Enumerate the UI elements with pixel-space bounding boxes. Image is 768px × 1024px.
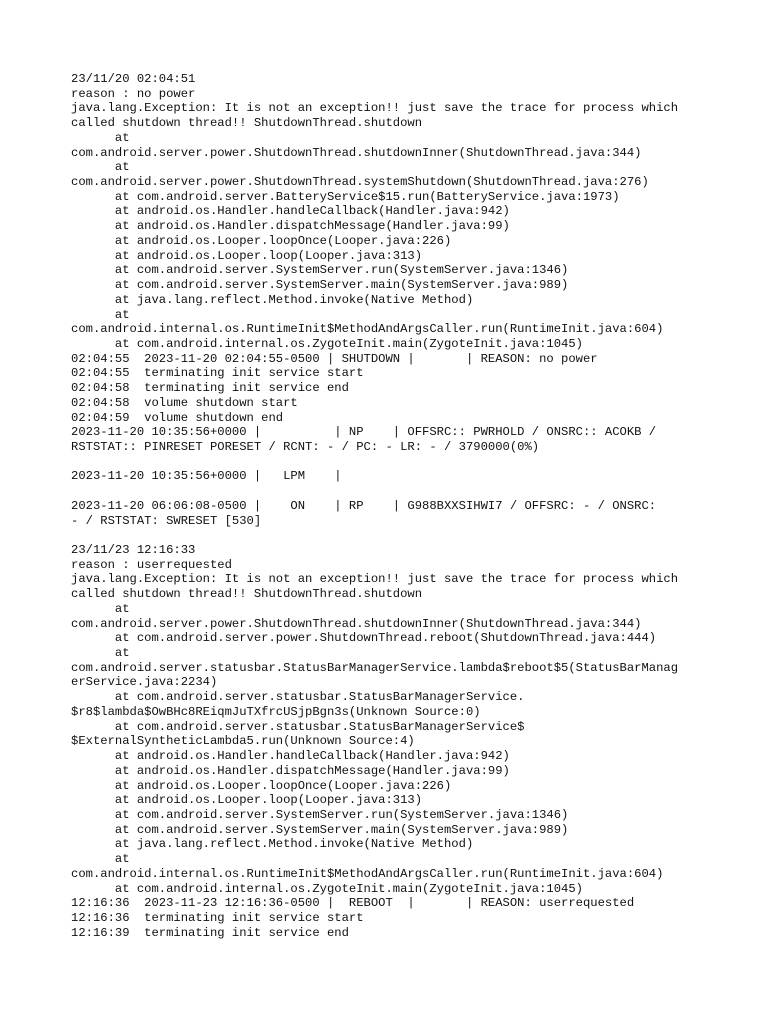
- log-line: at java.lang.reflect.Method.invoke(Native Method): [71, 837, 474, 852]
- log-line: [71, 484, 711, 499]
- log-line: at android.os.Handler.handleCallback(Handler.java:942): [71, 204, 510, 219]
- log-line: com.android.internal.os.RuntimeInit$MethodAndArgsCaller.run(RuntimeInit.java:604): [71, 322, 664, 337]
- log-line: [71, 528, 711, 543]
- log-line: [71, 455, 711, 470]
- log-line: at android.os.Handler.handleCallback(Handler.java:942): [71, 749, 510, 764]
- log-line: 2023-11-20 10:35:56+0000 | | NP | OFFSRC:: PWRHOLD / ONSRC:: ACOKB /: [71, 425, 657, 440]
- shutdown-log-text: [71, 72, 711, 940]
- log-line: at android.os.Looper.loop(Looper.java:313): [71, 248, 423, 263]
- log-line: reason : no power: [71, 86, 196, 101]
- log-line: $r8$lambda$OwBHc8REiqmJuTXfrcUSjpBgn3s(Unknown Source:0): [71, 704, 481, 719]
- log-line: com.android.internal.os.RuntimeInit$MethodAndArgsCaller.run(RuntimeInit.java:604): [71, 866, 664, 881]
- log-line: called shutdown thread!! ShutdownThread.shutdown: [71, 116, 423, 131]
- log-line: at: [71, 601, 130, 616]
- log-line: at com.android.server.SystemServer.main(SystemServer.java:989): [71, 278, 569, 293]
- log-line: com.android.server.power.ShutdownThread.shutdownInner(ShutdownThread.java:344): [71, 145, 642, 160]
- log-line: 2023-11-20 06:06:08-0500 | ON | RP | G988BXXSIHWI7 / OFFSRC: - / ONSRC:: [71, 498, 657, 513]
- log-line: 02:04:59 volume shutdown end: [71, 410, 284, 425]
- log-line: 02:04:55 2023-11-20 02:04:55-0500 | SHUTDOWN | | REASON: no power: [71, 351, 598, 366]
- log-line: called shutdown thread!! ShutdownThread.shutdown: [71, 587, 423, 602]
- log-line: at android.os.Looper.loop(Looper.java:313): [71, 793, 423, 808]
- log-line: 02:04:55 terminating init service start: [71, 366, 364, 381]
- log-line: 02:04:58 terminating init service end: [71, 381, 349, 396]
- log-line: 12:16:39 terminating init service end: [71, 925, 349, 940]
- log-line: at: [71, 160, 130, 175]
- log-line: 12:16:36 terminating init service start: [71, 910, 364, 925]
- log-line: at java.lang.reflect.Method.invoke(Native Method): [71, 292, 474, 307]
- log-line: com.android.server.statusbar.StatusBarManagerService.lambda$reboot$5(StatusBarManag: [71, 660, 679, 675]
- log-line: 23/11/20 02:04:51: [71, 72, 196, 86]
- log-line: at com.android.internal.os.ZygoteInit.main(ZygoteInit.java:1045): [71, 336, 583, 351]
- log-line: RSTSTAT:: PINRESET PORESET / RCNT: - / PC: - LR: - / 3790000(0%): [71, 439, 540, 454]
- log-line: at com.android.server.power.ShutdownThread.reboot(ShutdownThread.java:444): [71, 631, 657, 646]
- log-line: at com.android.server.SystemServer.run(SystemServer.java:1346): [71, 807, 569, 822]
- log-line: at com.android.server.BatteryService$15.run(BatteryService.java:1973): [71, 189, 620, 204]
- log-line: $ExternalSyntheticLambda5.run(Unknown Source:4): [71, 734, 415, 749]
- log-line: at com.android.server.SystemServer.run(SystemServer.java:1346): [71, 263, 569, 278]
- log-line: - / RSTSTAT: SWRESET [530]: [71, 513, 262, 528]
- log-line: at com.android.server.statusbar.StatusBarManagerService$: [71, 719, 525, 734]
- log-line: 02:04:58 volume shutdown start: [71, 395, 298, 410]
- log-line: java.lang.Exception: It is not an exception!! just save the trace for process which: [71, 101, 679, 116]
- log-line: at com.android.server.SystemServer.main(SystemServer.java:989): [71, 822, 569, 837]
- log-line: at: [71, 130, 130, 145]
- log-line: java.lang.Exception: It is not an exception!! just save the trace for process which: [71, 572, 679, 587]
- log-line: at: [71, 646, 130, 661]
- log-line: at com.android.server.statusbar.StatusBarManagerService.: [71, 690, 525, 705]
- log-line: at android.os.Looper.loopOnce(Looper.java:226): [71, 233, 452, 248]
- log-line: at: [71, 852, 130, 867]
- log-line: at android.os.Handler.dispatchMessage(Handler.java:99): [71, 763, 510, 778]
- log-line: at com.android.internal.os.ZygoteInit.main(ZygoteInit.java:1045): [71, 881, 583, 896]
- log-line: com.android.server.power.ShutdownThread.shutdownInner(ShutdownThread.java:344): [71, 616, 642, 631]
- log-line: reason : userrequested: [71, 557, 232, 572]
- log-line: com.android.server.power.ShutdownThread.systemShutdown(ShutdownThread.java:276): [71, 175, 649, 190]
- log-line: at android.os.Handler.dispatchMessage(Handler.java:99): [71, 219, 510, 234]
- log-line: at: [71, 307, 130, 322]
- log-line: 12:16:36 2023-11-23 12:16:36-0500 | REBOOT | | REASON: userrequested: [71, 896, 635, 911]
- log-line: erService.java:2234): [71, 675, 218, 690]
- log-line: 23/11/23 12:16:33: [71, 543, 196, 557]
- log-line: 2023-11-20 10:35:56+0000 | LPM |: [71, 469, 342, 484]
- log-line: at android.os.Looper.loopOnce(Looper.java:226): [71, 778, 452, 793]
